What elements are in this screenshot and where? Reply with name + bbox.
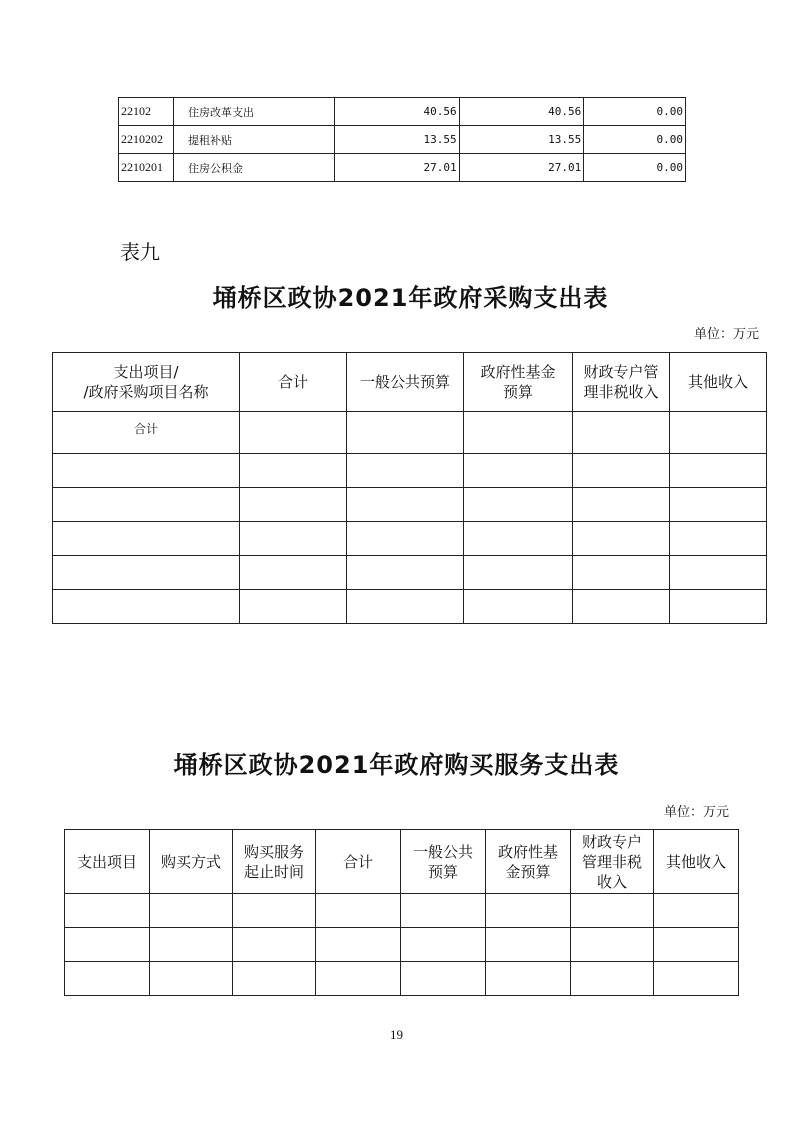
procurement-table [52, 352, 767, 624]
table-row [53, 522, 767, 556]
header-total: 合计 [316, 830, 401, 894]
cell [347, 556, 464, 590]
header-line: 管理非税 [581, 852, 642, 871]
table-row [65, 928, 739, 962]
cell [571, 962, 654, 996]
header-total: 合计 [240, 353, 347, 412]
cell [401, 894, 486, 928]
value-cell: 13.55 [459, 126, 584, 154]
header-special [571, 830, 654, 894]
header-general [401, 830, 486, 894]
cell [670, 590, 767, 624]
cell [573, 556, 670, 590]
cell [573, 488, 670, 522]
page-number: 19 [390, 1027, 403, 1042]
value-cell: 27.01 [459, 154, 584, 182]
cell [464, 454, 573, 488]
header-line: /政府采购项目名称 [83, 383, 209, 401]
cell [233, 928, 316, 962]
cell [347, 590, 464, 624]
table-row [65, 894, 739, 928]
cell [573, 412, 670, 454]
cell [233, 962, 316, 996]
value-cell: 0.00 [584, 126, 686, 154]
table-row [53, 488, 767, 522]
cell [316, 894, 401, 928]
services-unit: 单位：万元 [663, 805, 729, 820]
cell [240, 454, 347, 488]
cell [240, 412, 347, 454]
header-line: 一般公共 [412, 842, 473, 861]
cell [65, 894, 150, 928]
cell [240, 522, 347, 556]
cell [654, 962, 739, 996]
header-line: 财政专户 [581, 832, 642, 851]
table-row [119, 154, 686, 182]
table-row [53, 590, 767, 624]
header-other: 其他收入 [654, 830, 739, 894]
cell [654, 928, 739, 962]
header-item [53, 353, 240, 412]
cell [316, 928, 401, 962]
header-line: 起止时间 [243, 862, 304, 881]
cell [464, 556, 573, 590]
cell [240, 590, 347, 624]
cell [573, 454, 670, 488]
cell [486, 962, 571, 996]
table-row [53, 412, 767, 454]
header-line: 预算 [502, 383, 533, 401]
header-line: 理非税收入 [583, 383, 659, 401]
cell [670, 488, 767, 522]
cell [53, 454, 240, 488]
code-cell: 2210202 [119, 126, 174, 154]
cell [573, 590, 670, 624]
cell [670, 412, 767, 454]
header-period [233, 830, 316, 894]
header-line: 政府性基 [497, 842, 558, 861]
cell [654, 894, 739, 928]
header-row [65, 830, 739, 894]
cell [316, 962, 401, 996]
code-cell: 2210201 [119, 154, 174, 182]
cell [150, 928, 233, 962]
value-cell: 40.56 [459, 98, 584, 126]
cell [464, 590, 573, 624]
cell [347, 522, 464, 556]
total-label-cell: 合计 [53, 412, 240, 454]
cell [240, 488, 347, 522]
cell [401, 962, 486, 996]
table-row [53, 454, 767, 488]
header-line: 预算 [427, 862, 458, 881]
cell [65, 962, 150, 996]
cell [464, 522, 573, 556]
header-line: 金预算 [505, 862, 551, 881]
header-line: 购买服务 [243, 842, 304, 861]
procurement-title: 埇桥区政协2021年政府采购支出表 [212, 284, 609, 312]
cell [150, 894, 233, 928]
budget-continuation-table [118, 97, 686, 182]
cell [464, 488, 573, 522]
cell [150, 962, 233, 996]
table-row [53, 556, 767, 590]
table-label: 表九 [120, 240, 160, 264]
value-cell: 13.55 [335, 126, 460, 154]
cell [571, 894, 654, 928]
value-cell: 0.00 [584, 98, 686, 126]
cell [486, 928, 571, 962]
cell [347, 454, 464, 488]
cell [53, 556, 240, 590]
name-cell: 住房改革支出 [174, 98, 335, 126]
header-general: 一般公共预算 [347, 353, 464, 412]
value-cell: 27.01 [335, 154, 460, 182]
cell [347, 412, 464, 454]
cell [571, 928, 654, 962]
table-row [119, 126, 686, 154]
name-cell: 提租补贴 [174, 126, 335, 154]
cell [53, 488, 240, 522]
cell [53, 590, 240, 624]
cell [486, 894, 571, 928]
services-table [64, 829, 739, 996]
cell [240, 556, 347, 590]
header-line: 财政专户管 [583, 363, 659, 381]
header-row [53, 353, 767, 412]
header-special [573, 353, 670, 412]
cell [464, 412, 573, 454]
cell [401, 928, 486, 962]
procurement-unit: 单位：万元 [693, 327, 759, 342]
name-cell: 住房公积金 [174, 154, 335, 182]
cell [670, 556, 767, 590]
header-item: 支出项目 [65, 830, 150, 894]
header-other: 其他收入 [670, 353, 767, 412]
value-cell: 40.56 [335, 98, 460, 126]
cell [65, 928, 150, 962]
header-fund [464, 353, 573, 412]
cell [670, 522, 767, 556]
table-row [119, 98, 686, 126]
cell [233, 894, 316, 928]
header-method: 购买方式 [150, 830, 233, 894]
services-title: 埇桥区政协2021年政府购买服务支出表 [173, 751, 620, 779]
cell [53, 522, 240, 556]
cell [573, 522, 670, 556]
code-cell: 22102 [119, 98, 174, 126]
cell [670, 454, 767, 488]
header-line: 政府性基金 [480, 363, 556, 381]
header-fund [486, 830, 571, 894]
table-row [65, 962, 739, 996]
header-line: 收入 [596, 872, 627, 891]
header-line: 支出项目/ [113, 363, 179, 381]
value-cell: 0.00 [584, 154, 686, 182]
cell [347, 488, 464, 522]
